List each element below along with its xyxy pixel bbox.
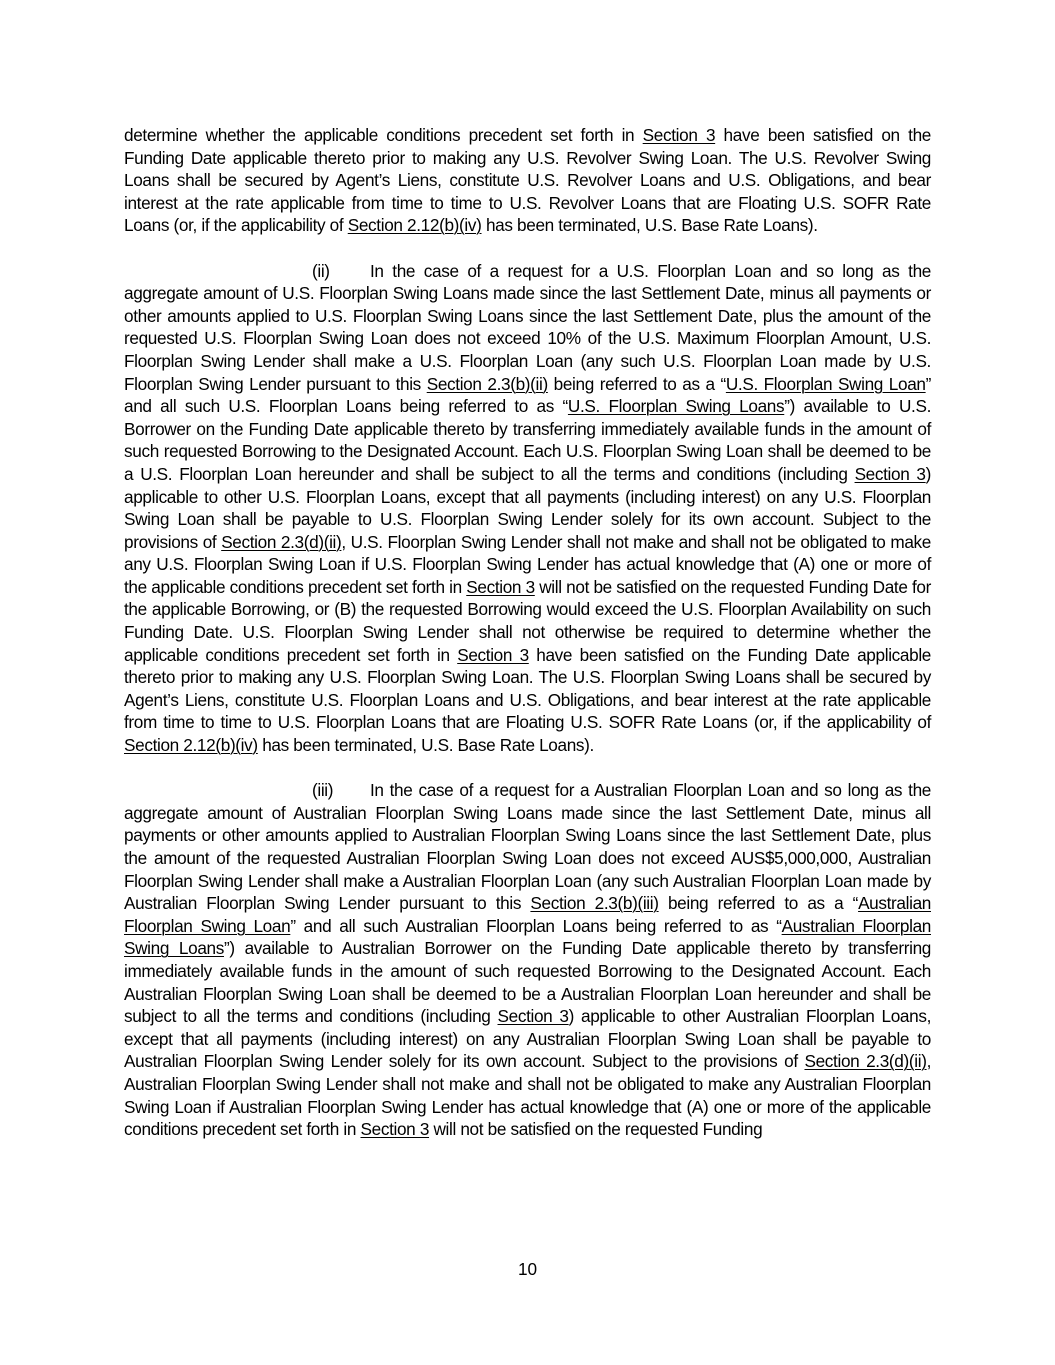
section-reference: Section 3 <box>457 644 529 665</box>
section-reference: Section 3 <box>360 1119 430 1140</box>
section-reference: Section 2.12(b)(iv) <box>124 735 258 756</box>
paragraph <box>124 260 931 757</box>
page-number: 10 <box>517 1259 538 1279</box>
section-reference: U.S. Floorplan Swing Loans <box>567 396 785 417</box>
text-run: will not be satisfied on the requested Funding Date for the applicable Borrowing, or (B) the requested Borrowing would exceed the U.S. Floorplan Availability on such Funding Date. U.S. Floorplan Swing Lender shall not otherwise be required to determine whether the applicable conditions precedent set forth in <box>124 576 932 665</box>
section-reference: Section 3 <box>642 125 716 145</box>
text-run: ” and all such Australian Floorplan Loans being referred to as “ <box>290 915 782 936</box>
text-run: In the case of a request for a Australian Floorplan Loan and so long as the aggregate amount of Australian Floorplan Swing Loans made since the last Settlement Date, minus all payments or other amounts applied to Australian Floorplan Swing Loans since the last Settlement Date, plus the amount of the requested Australian Floorplan Swing Loan does not exceed AUS$5,000,000, Australian Floorplan Swing Lender shall make a Australian Floorplan Loan (any such Australian Floorplan Loan made by Australian Floorplan Swing Lender pursuant to this <box>124 780 931 914</box>
section-reference: Section 2.3(b)(ii) <box>426 373 548 394</box>
text-run: ) applicable to other U.S. Floorplan Loans, except that all payments (including interest) on any U.S. Floorplan Swing Loan shall be payable to U.S. Floorplan Swing Lender solely for its own account. Subject to the provisions of <box>124 463 932 552</box>
section-reference: Section 3 <box>497 1006 569 1027</box>
section-reference: Section 3 <box>854 463 926 484</box>
section-reference: Australian Floorplan Swing Loans <box>124 915 931 959</box>
text-run: , U.S. Floorplan Swing Lender shall not make and shall not be obligated to make any U.S. Floorplan Swing Loan if U.S. Floorplan Swing Lender has actual knowledge that (A) one or more of the applicable conditions precedent set forth in <box>124 531 931 597</box>
text-run: being referred to as a “ <box>547 373 726 394</box>
section-reference: Section 2.12(b)(iv) <box>347 215 482 236</box>
section-reference: Section 2.3(d)(ii) <box>221 531 342 552</box>
text-run: have been satisfied on the Funding Date applicable thereto prior to making any U.S. Revolver Swing Loan. The U.S. Revolver Swing Loans shall be secured by Agent’s Liens, constitute U.S. Revolver Loans and U.S. Obligations, and bear interest at the rate applicable from time to time to U.S. Revolver Loans that are Floating U.S. SOFR Rate Loans (or, if the applicability of <box>124 125 931 236</box>
section-reference: Section 3 <box>466 576 535 597</box>
paragraph <box>124 779 931 1141</box>
text-run: In the case of a request for a U.S. Floorplan Loan and so long as the aggregate amount of U.S. Floorplan Swing Loans made since the last Settlement Date, minus all payments or other amounts applied to U.S. Floorplan Swing Loans since the last Settlement Date, plus the amount of the requested U.S. Floorplan Swing Loan does not exceed 10% of the U.S. Maximum Floorplan Amount, U.S. Floorplan Swing Lender shall make a U.S. Floorplan Loan (any such U.S. Floorplan Loan made by U.S. Floorplan Swing Lender pursuant to this <box>124 260 931 394</box>
section-reference: Section 2.3(d)(ii) <box>804 1051 927 1072</box>
text-run: will not be satisfied on the requested Funding <box>429 1119 763 1140</box>
document-body <box>124 124 931 1163</box>
section-reference: Australian Floorplan Swing Loan <box>124 893 931 936</box>
text-run: has been terminated, U.S. Base Rate Loans). <box>257 735 594 756</box>
text-run: ”) available to U.S. Borrower on the Funding Date applicable thereto by transferring immediately available funds in the amount of such requested Borrowing to the Designated Account. Each U.S. Floorplan Swing Loan shall be deemed to be a U.S. Floorplan Loan hereunder and shall be subject to all the terms and conditions (including <box>124 396 931 484</box>
paragraph-enumerator: (iii) <box>312 780 334 801</box>
paragraph <box>124 124 931 237</box>
section-reference: Section 2.3(b)(iii) <box>530 893 659 914</box>
text-run: being referred to as a “ <box>658 893 859 914</box>
text-run: determine whether the applicable conditions precedent set forth in <box>124 125 643 145</box>
text-run: , Australian Floorplan Swing Lender shall not make and shall not be obligated to make any Australian Floorplan Swing Loan if Australian Floorplan Swing Lender has actual knowledge that (A) one or more of the applicable conditions precedent set forth in <box>124 1051 932 1140</box>
section-reference: U.S. Floorplan Swing Loan <box>725 373 926 394</box>
text-run: ”) available to Australian Borrower on the Funding Date applicable thereto by transferring immediately available funds in the amount of such requested Borrowing to the Designated Account. Each Australian Floorplan Swing Loan shall be deemed to be a Australian Floorplan Loan hereunder and shall be subject to all the terms and conditions (including <box>124 938 931 1027</box>
paragraph-enumerator: (ii) <box>312 260 330 281</box>
text-run: has been terminated, U.S. Base Rate Loans). <box>481 215 818 236</box>
text-run: have been satisfied on the Funding Date applicable thereto prior to making any U.S. Floorplan Swing Loan. The U.S. Floorplan Swing Loans shall be secured by Agent’s Liens, constitute U.S. Floorplan Loans and U.S. Obligations, and bear interest at the rate applicable from time to time to U.S. Floorplan Loans that are Floating U.S. SOFR Rate Loans (or, if the applicability of <box>124 644 931 733</box>
text-run: ) applicable to other Australian Floorplan Loans, except that all payments (including interest) on any Australian Floorplan Swing Loan shall be payable to Australian Floorplan Swing Lender solely for its own account. Subject to the provisions of <box>124 1006 932 1072</box>
text-run: ” and all such U.S. Floorplan Loans being referred to as “ <box>124 373 931 417</box>
